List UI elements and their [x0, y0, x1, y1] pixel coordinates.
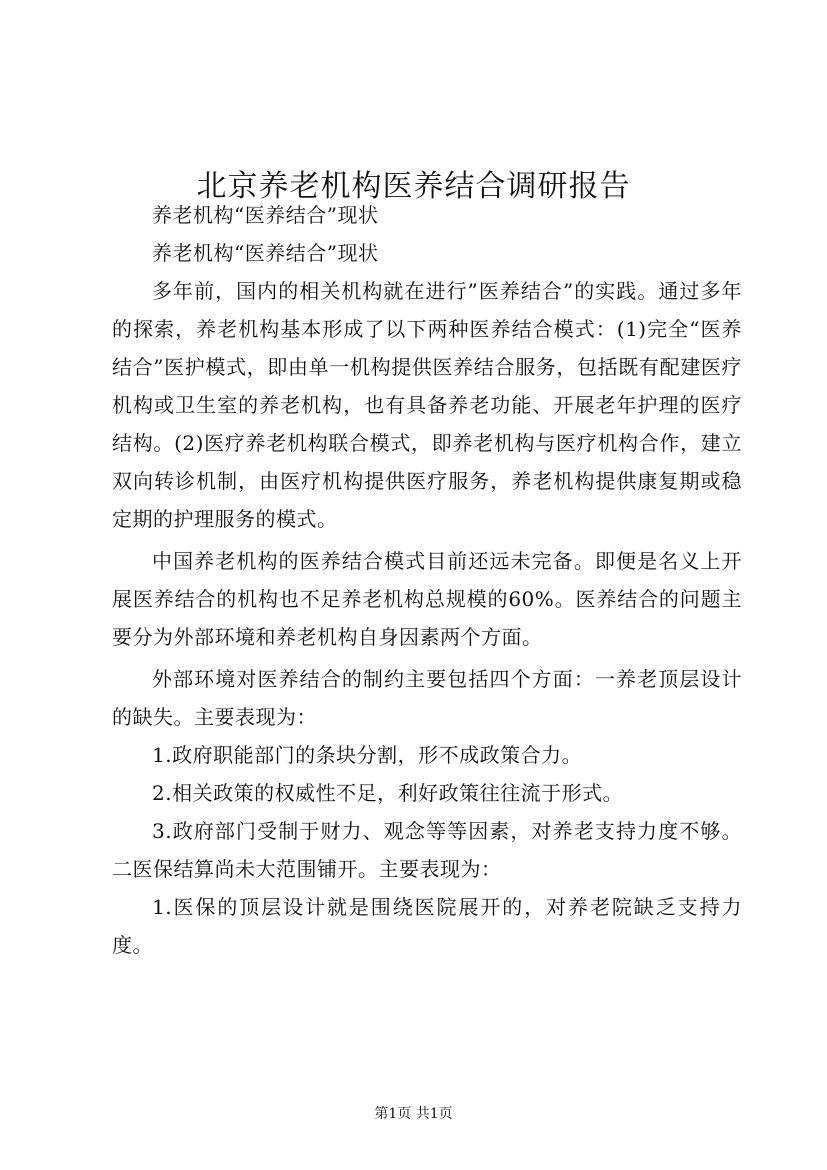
document-body [112, 196, 742, 964]
page-number-footer: 第1页 共1页 [374, 1106, 453, 1122]
body-paragraph: 外部环境对医养结合的制约主要包括四个方面：一养老顶层设计的缺失。主要表现为： [112, 667, 742, 729]
body-paragraph: 多年前，国内的相关机构就在进行”医养结合”的实践。通过多年的探索，养老机构基本形成了以下两种医养结合模式：(1)完全“医养结合”医护模式，即由单一机构提供医养结合服务，包括既有配建医疗机构或卫生室的养老机构，也有具备养老功能、开展老年护理的医疗结构。(2)医疗养老机构联合模式，即养老机构与医疗机构合作，建立双向转诊机制，由医疗机构提供医疗服务，养老机构提供康复期或稳定期的护理服务的模式。 [112, 279, 742, 531]
section-heading: 养老机构“医养结合”现状 [152, 241, 379, 265]
list-item: 2.相关政策的权威性不足，利好政策往往流于形式。 [152, 781, 624, 805]
document-title: 北京养老机构医养结合调研报告 [196, 169, 631, 205]
body-paragraph: 中国养老机构的医养结合模式目前还远未完备。即便是名义上开展医养结合的机构也不足养老机构总规模的60%。医养结合的问题主要分为外部环境和养老机构自身因素两个方面。 [112, 549, 742, 649]
list-item: 1.医保的顶层设计就是围绕医院展开的，对养老院缺乏支持力度。 [112, 895, 742, 957]
list-item: 3.政府部门受制于财力、观念等等因素，对养老支持力度不够。二医保结算尚未大范围铺开。主要表现为： [112, 819, 742, 881]
section-heading: 养老机构“医养结合”现状 [152, 203, 379, 227]
list-item: 1.政府职能部门的条块分割，形不成政策合力。 [152, 743, 583, 767]
